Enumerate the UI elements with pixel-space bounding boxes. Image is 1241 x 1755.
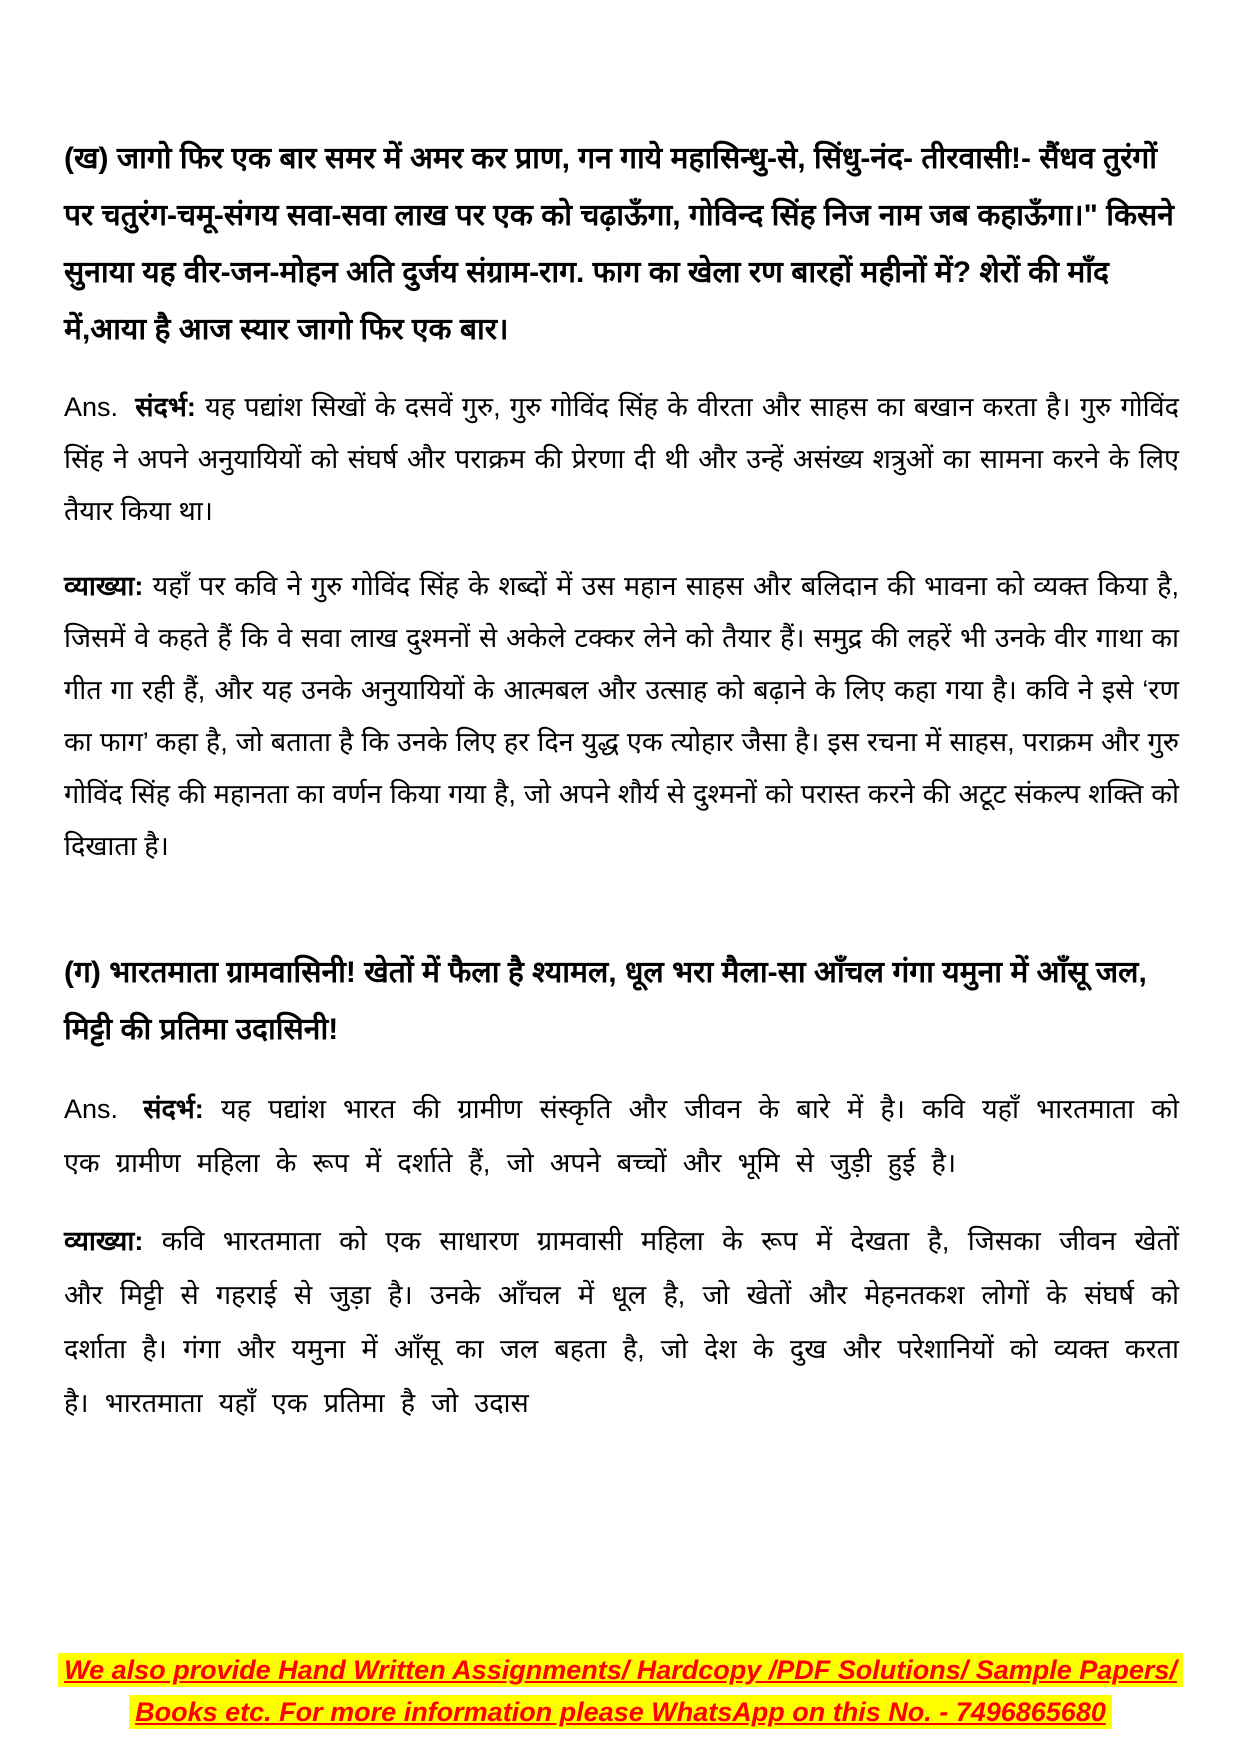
verse-heading-kha: (ख) जागो फिर एक बार समर में अमर कर प्राण, गन गाये महासिन्धु-से, सिंधु-नंद- तीरवासी!- सैंधव तुरंगों पर चतुरंग-चमू-संगय सवा-सवा लाख पर एक को चढ़ाऊँगा, गोविन्द सिंह निज नाम जब कहाऊँगा।" किसने सुनाया यह वीर-जन-मोहन अति दुर्जय संग्राम-राग. फाग का खेला रण बारहों महीनों में? शेरों की माँद में,आया है आज स्यार जागो फिर एक बार। [64, 142, 1174, 346]
answer-label: Ans. [64, 392, 119, 422]
section-ga [64, 944, 1179, 1430]
sandarbh-text: यह पद्यांश भारत की ग्रामीण संस्कृति और जीवन के बारे में है। कवि यहाँ भारतमाता को एक ग्रामीण महिला के रूप में दर्शाते हैं, जो अपने बच्चों और भूमि से जुड़ी हुई है। [64, 1094, 1179, 1179]
vyakhya-term: व्याख्या: [64, 571, 144, 602]
section-kha [64, 130, 1179, 872]
sandarbh-term: संदर्भ: [143, 1094, 204, 1125]
vyakhya-text: कवि भारतमाता को एक साधारण ग्रामवासी महिला के रूप में देखता है, जिसका जीवन खेतों और मिट्टी से गहराई से जुड़ा है। उनके आँचल में धूल है, जो खेतों और मेहनतकश लोगों के संघर्ष को दर्शाता है। गंगा और यमुना में आँसू का जल बहता है, जो देश के दुख और परेशानियों को व्यक्त करता है। भारतमाता यहाँ एक प्रतिमा है जो उदास [64, 1226, 1179, 1419]
answer-label: Ans. [64, 1094, 119, 1125]
sandarbh-paragraph-ga [64, 1082, 1179, 1190]
promo-footer-line1-wrap [0, 1650, 1241, 1692]
sandarbh-text: यह पद्यांश सिखों के दसवें गुरु, गुरु गोविंद सिंह के वीरता और साहस का बखान करता है। गुरु गोविंद सिंह ने अपने अनुयायियों को संघर्ष और पराक्रम की प्रेरणा दी थी और उन्हें असंख्य शत्रुओं का सामना करने के लिए तैयार किया था। [64, 392, 1179, 526]
vyakhya-paragraph-ga [64, 1214, 1179, 1430]
sandarbh-term: संदर्भ: [135, 392, 196, 422]
vyakhya-text: यहाँ पर कवि ने गुरु गोविंद सिंह के शब्दों में उस महान साहस और बलिदान की भावना को व्यक्त किया है, जिसमें वे कहते हैं कि वे सवा लाख दुश्मनों से अकेले टक्कर लेने को तैयार हैं। समुद्र की लहरें भी उनके वीर गाथा का गीत गा रही हैं, और यह उनके अनुयायियों के आत्मबल और उत्साह को बढ़ाने के लिए कहा गया है। कवि ने इसे ‘रण का फाग’ कहा है, जो बताता है कि उनके लिए हर दिन युद्ध एक त्योहार जैसा है। इस रचना में साहस, पराक्रम और गुरु गोविंद सिंह की महानता का वर्णन किया गया है, जो अपने शौर्य से दुश्मनों को परास्त करने की अटूट संकल्प शक्ति को दिखाता है। [64, 571, 1179, 861]
promo-footer [0, 1650, 1241, 1734]
promo-footer-line1: We also provide Hand Written Assignments/ Hardcopy /PDF Solutions/ Sample Papers/ [58, 1653, 1183, 1687]
vyakhya-term: व्याख्या: [64, 1226, 144, 1257]
document-page [64, 130, 1179, 1430]
section-divider-space [64, 872, 1179, 944]
promo-footer-line2: Books etc. For more information please WhatsApp on this No. - 7496865680 [129, 1695, 1112, 1729]
sandarbh-paragraph-kha [64, 382, 1179, 537]
promo-footer-line2-wrap [0, 1692, 1241, 1734]
vyakhya-paragraph-kha [64, 561, 1179, 872]
verse-heading-ga: (ग) भारतमाता ग्रामवासिनी! खेतों में फैला है श्यामल, धूल भरा मैला-सा आँचल गंगा यमुना में आँसू जल, मिट्टी की प्रतिमा उदासिनी! [64, 956, 1147, 1047]
